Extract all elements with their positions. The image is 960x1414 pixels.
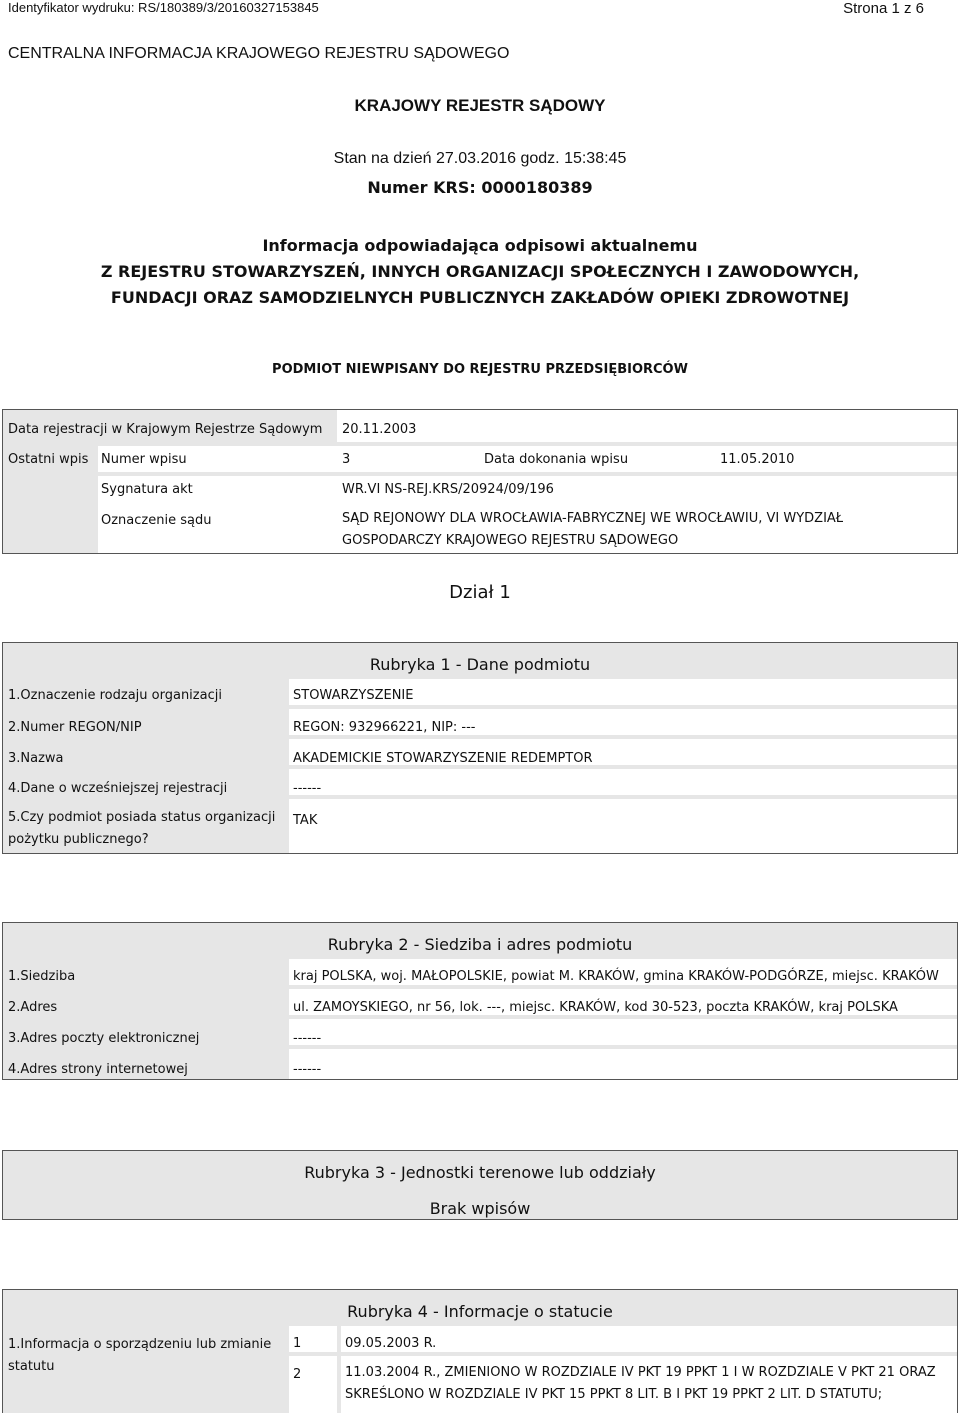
field-label: 1.Siedziba [8,969,76,984]
field-value: kraj POLSKA, woj. MAŁOPOLSKIE, powiat M. KRAKÓW, gmina KRAKÓW-PODGÓRZE, miejsc. KRAKÓW [293,969,939,984]
info-line: Z REJESTRU STOWARZYSZEŃ, INNYCH ORGANIZACJI SPOŁECZNYCH I ZAWODOWYCH, [100,262,860,281]
field-value: REGON: 932966221, NIP: --- [293,720,476,735]
rubryka-2-title: Rubryka 2 - Siedziba i adres podmiotu [327,935,633,954]
registry-title: KRAJOWY REJESTR SĄDOWY [354,96,606,115]
rubryka-1 [2,642,958,854]
registration-box [2,409,958,554]
court-line: SĄD REJONOWY DLA WROCŁAWIA-FABRYCZNEJ WE WROCŁAWIU, VI WYDZIAŁ [342,511,844,526]
info-line: Informacja odpowiadająca odpisowi aktualnemu [262,236,698,255]
entry-number-label: Numer wpisu [101,452,187,467]
court-line: GOSPODARCZY KRAJOWEGO REJESTRU SĄDOWEGO [342,533,679,548]
case-signature: WR.VI NS-REJ.KRS/20924/09/196 [342,482,554,497]
krs-number: Numer KRS: 0000180389 [367,178,593,197]
entry-number: 2 [293,1367,302,1382]
registration-date-label: Data rejestracji w Krajowym Rejestrze Sądowym [8,422,323,437]
case-signature-label: Sygnatura akt [101,482,193,497]
section-title: Dział 1 [449,582,511,603]
field-label: 3.Adres poczty elektronicznej [8,1031,200,1046]
field-label-line: pożytku publicznego? [8,832,149,847]
institution-name: CENTRALNA INFORMACJA KRAJOWEGO REJESTRU SĄDOWEGO [8,45,510,62]
rubryka-4 [2,1289,958,1413]
entity-status: PODMIOT NIEWPISANY DO REJESTRU PRZEDSIĘBIORCÓW [272,362,688,377]
registration-date: 20.11.2003 [342,422,417,437]
field-label: 4.Dane o wcześniejszej rejestracji [8,781,228,796]
court-name [342,508,843,552]
entry-line: 11.03.2004 R., ZMIENIONO W ROZDZIALE IV PKT 19 PPKT 1 I W ROZDZIALE V PKT 21 ORAZ [345,1365,936,1380]
field-value: ------ [293,1062,322,1077]
field-value: STOWARZYSZENIE [293,688,414,703]
field-label-line: statutu [8,1359,55,1374]
entry-number: 1 [293,1336,302,1351]
field-label-line: 5.Czy podmiot posiada status organizacji [8,810,276,825]
field-value: ul. ZAMOYSKIEGO, nr 56, lok. ---, miejsc. KRAKÓW, kod 30-523, poczta KRAKÓW, kraj POLSKA [293,1000,898,1015]
rubryka-2 [2,922,958,1080]
entry-text [345,1362,936,1406]
rubryka-4-title: Rubryka 4 - Informacje o statucie [347,1302,613,1321]
field-label-line: 1.Informacja o sporządzeniu lub zmianie [8,1337,272,1352]
page-number: Strona 1 z 6 [843,0,924,17]
field-value: AKADEMICKIE STOWARZYSZENIE REDEMPTOR [293,751,593,766]
field-label [8,807,275,851]
field-value: TAK [293,813,318,828]
rubryka-1-title: Rubryka 1 - Dane podmiotu [369,655,591,674]
last-entry-label: Ostatni wpis [8,452,89,467]
rubryka-3-title: Rubryka 3 - Jednostki terenowe lub oddziały [304,1163,656,1182]
field-label: 2.Numer REGON/NIP [8,720,142,735]
field-label [8,1334,271,1378]
entry-text: 09.05.2003 R. [345,1336,437,1351]
field-label: 3.Nazwa [8,751,64,766]
entry-date: 11.05.2010 [720,452,795,467]
court-label: Oznaczenie sądu [101,513,212,528]
field-value: ------ [293,781,322,796]
info-block [0,233,960,311]
entry-line: SKREŚLONO W ROZDZIALE IV PKT 15 PPKT 8 LIT. B I PKT 19 PPKT 2 LIT. D STATUTU; [345,1387,883,1402]
rubryka-3 [2,1150,958,1220]
no-entries-text: Brak wpisów [429,1199,531,1218]
field-value: ------ [293,1031,322,1046]
entry-date-label: Data dokonania wpisu [484,452,629,467]
field-label: 1.Oznaczenie rodzaju organizacji [8,688,222,703]
state-date: Stan na dzień 27.03.2016 godz. 15:38:45 [333,150,627,167]
entry-number: 3 [342,452,351,467]
info-line: FUNDACJI ORAZ SAMODZIELNYCH PUBLICZNYCH ZAKŁADÓW OPIEKI ZDROWOTNEJ [110,288,850,307]
print-identifier: Identyfikator wydruku: RS/180389/3/20160327153845 [8,0,319,15]
field-label: 4.Adres strony internetowej [8,1062,188,1077]
field-label: 2.Adres [8,1000,58,1015]
